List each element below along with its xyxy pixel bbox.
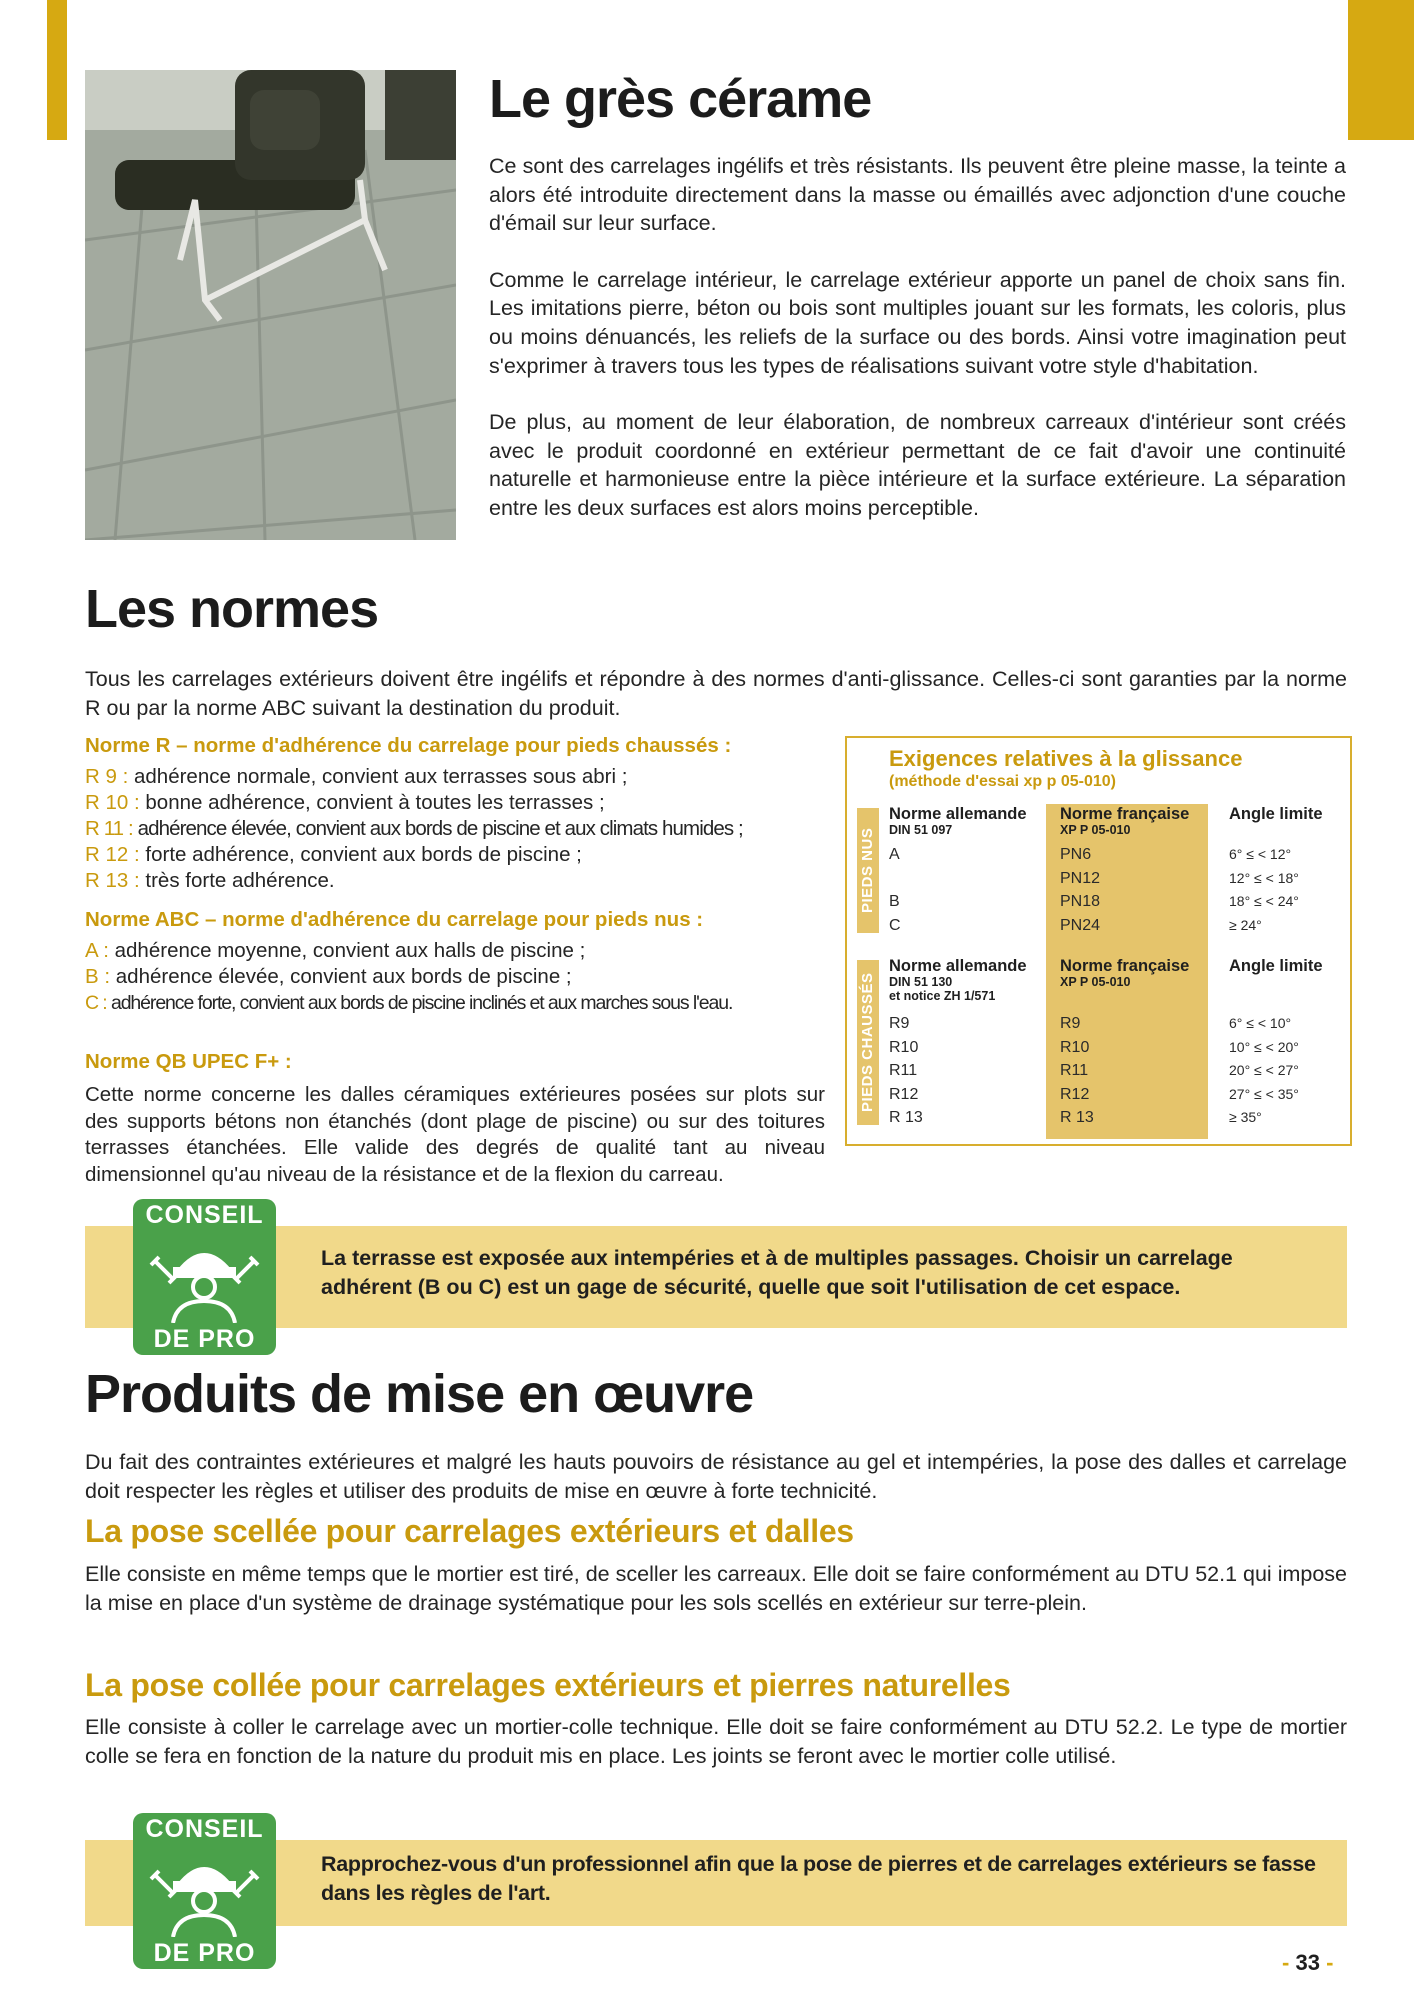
gres-paragraph-1: Ce sont des carrelages ingélifs et très résistants. Ils peuvent être pleine masse, la teinte a alors été introduite directement dans la masse ou émaillés avec adjonction d'une couche d'émail sur leur surface. (489, 154, 1346, 236)
conseil-badge-2 (133, 1813, 276, 1969)
table-cell: R 13 (1060, 1109, 1094, 1126)
table-cell: 18° ≤ < 24° (1229, 893, 1299, 909)
table-cell: 12° ≤ < 18° (1229, 869, 1299, 886)
table-cell: PN12 (1060, 869, 1101, 887)
glissance-table (845, 736, 1352, 1146)
table-cell: C (889, 916, 901, 934)
table-cell: 27° ≤ < 35° (1229, 1085, 1299, 1102)
section-title-normes: Les normes (85, 579, 379, 639)
conseil-text-1: La terrasse est exposée aux intempéries et à de multiples passages. Choisir un carrelage adhérent (B ou C) est un gage de sécurité, quelle que soit l'utilisation de cet espace. (321, 1246, 1233, 1299)
norme-abc-item: B : adhérence élevée, convient aux bords de piscine ; (85, 965, 572, 988)
table-cell: A (889, 846, 900, 863)
normes-intro: Tous les carrelages extérieurs doivent être ingélifs et répondre à des normes d'anti-glissance. Celles-ci sont garanties par la norme R ou par la norme ABC suivant la destination du produit. (85, 667, 1347, 720)
table-cell (889, 867, 901, 891)
table-title: Exigences relatives à la glissance (889, 746, 1243, 771)
produits-intro: Du fait des contraintes extérieures et malgré les hauts pouvoirs de résistance au gel et intempéries, la pose des dalles et carrelage doit respecter les règles et utiliser des produits de mise en œuvre à forte technicité. (85, 1450, 1347, 1503)
table-cell: B (889, 893, 900, 910)
subsection-title-pose-collee: La pose collée pour carrelages extérieurs et pierres naturelles (85, 1667, 1011, 1703)
worker-icon (133, 1231, 276, 1323)
pn-col-francaise (1060, 843, 1100, 937)
norme-abc-item: C : adhérence forte, convient aux bords de piscine inclinés et aux marches sous l'eau. (85, 992, 733, 1014)
table-cell: R10 (1060, 1038, 1090, 1056)
pn-header-allemande: Norme allemande DIN 51 097 (889, 805, 1027, 837)
table-cell: R 13 (889, 1109, 923, 1126)
gres-paragraph-2: Comme le carrelage intérieur, le carrelage extérieur apporte un panel de choix sans fin. Les imitations pierre, béton ou bois sont multiples jouant sur les formats, les coloris, plus ou moins dénuancés, les reliefs de la surface ou des bords. Ainsi votre imagination peut s'exprimer à travers tous les types de réalisations suivant votre style d'habitation. (489, 267, 1346, 378)
norme-r-item: R 12 : forte adhérence, convient aux bords de piscine ; (85, 843, 582, 866)
table-cell: 20° ≤ < 27° (1229, 1062, 1299, 1078)
pn-header-francaise: Norme française XP P 05-010 (1060, 805, 1190, 837)
normes-left-column (85, 732, 825, 1188)
table-cell: ≥ 35° (1229, 1109, 1262, 1125)
table-subtitle: (méthode d'essai xp p 05-010) (889, 773, 1116, 790)
pc-col-francaise (1060, 1012, 1094, 1130)
pieds-nus-label: PIEDS NUS (857, 808, 879, 933)
pc-col-angle (1229, 1012, 1299, 1130)
norme-abc-item: A : adhérence moyenne, convient aux halls de piscine ; (85, 939, 586, 962)
terrace-photo (85, 70, 456, 540)
table-cell: ≥ 24° (1229, 916, 1262, 933)
table-cell: 6° ≤ < 12° (1229, 846, 1292, 862)
gres-paragraph-3: De plus, au moment de leur élaboration, de nombreux carreaux d'intérieur sont créés avec le produit coordonné en extérieur permettant de ce fait d'avoir une continuité naturelle et harmonieuse entre la pièce intérieure et la surface extérieure. La séparation entre les deux surfaces est alors moins perceptible. (489, 410, 1346, 520)
table-cell: 10° ≤ < 20° (1229, 1038, 1299, 1055)
pc-header-angle: Angle limite (1229, 957, 1323, 975)
conseil-text-2: Rapprochez-vous d'un professionnel afin que la pose de pierres et de carrelages extérieurs se fasse dans les règles de l'art. (321, 1852, 1316, 1905)
table-cell: R11 (889, 1062, 918, 1079)
table-cell: R12 (1060, 1085, 1090, 1103)
section-title-produits: Produits de mise en œuvre (85, 1364, 754, 1424)
pn-header-angle: Angle limite (1229, 805, 1323, 823)
subsection-title-pose-scellee: La pose scellée pour carrelages extérieurs et dalles (85, 1513, 854, 1549)
norme-qb-title: Norme QB UPEC F+ : (85, 1050, 292, 1073)
pc-header-francaise: Norme française XP P 05-010 (1060, 957, 1190, 989)
conseil-badge-1 (133, 1199, 276, 1355)
norme-r-item: R 9 : adhérence normale, convient aux terrasses sous abri ; (85, 765, 628, 788)
badge-bottom-label: DE PRO (133, 1937, 276, 1969)
badge-top-label: CONSEIL (133, 1199, 276, 1231)
table-cell: 6° ≤ < 10° (1229, 1015, 1292, 1031)
table-cell: R11 (1060, 1062, 1089, 1079)
table-cell: R9 (1060, 1015, 1081, 1032)
pose-collee-text: Elle consiste à coller le carrelage avec un mortier-colle technique. Elle doit se faire conformément au DTU 52.2. Le type de mortier colle se fera en fonction de la nature du produit mis en place. Les joints se feront avec le mortier colle utilisé. (85, 1715, 1347, 1768)
norme-r-item: R 13 : très forte adhérence. (85, 869, 335, 892)
pc-header-allemande: Norme allemande DIN 51 130 et notice ZH 1/571 (889, 957, 1027, 1003)
pc-col-allemande (889, 1012, 923, 1130)
table-cell: R9 (889, 1015, 910, 1032)
table-cell: R10 (889, 1038, 919, 1056)
norme-r-title: Norme R – norme d'adhérence du carrelage pour pieds chaussés : (85, 734, 732, 757)
page-number: - 33 - (1282, 1950, 1334, 1975)
gres-text (489, 152, 1346, 523)
norme-r-item: R 10 : bonne adhérence, convient à toutes les terrasses ; (85, 791, 605, 814)
norme-qb-text: Cette norme concerne les dalles céramiques extérieures posées sur plots sur des supports bétons non étanchés (dont plage de piscine) ou sur des toitures terrasses étanchées. Elle valide des degrés de qualité tant au niveau dimensionnel qu'au niveau de la résistance et de la flexion du carreau. (85, 1083, 825, 1186)
top-right-accent-bar (1348, 0, 1414, 140)
pose-scellee-text: Elle consiste en même temps que le mortier est tiré, de sceller les carreaux. Elle doit se faire conformément au DTU 52.1 qui impose la mise en place d'un système de drainage systématique pour les sols scellés en extérieur sur terre-plein. (85, 1562, 1347, 1615)
table-cell: R12 (889, 1085, 919, 1103)
pn-col-allemande (889, 843, 901, 937)
top-left-accent-bar (47, 0, 67, 140)
pieds-chausses-label: PIEDS CHAUSSÉS (857, 960, 879, 1125)
table-cell: PN6 (1060, 846, 1092, 863)
pn-col-angle (1229, 843, 1299, 937)
badge-top-label: CONSEIL (133, 1813, 276, 1845)
section-title-gres: Le grès cérame (489, 69, 872, 129)
table-cell: PN18 (1060, 893, 1101, 910)
worker-icon (133, 1845, 276, 1937)
table-cell: PN24 (1060, 916, 1101, 934)
norme-abc-title: Norme ABC – norme d'adhérence du carrelage pour pieds nus : (85, 908, 704, 931)
badge-bottom-label: DE PRO (133, 1323, 276, 1355)
norme-r-item: R 11 : adhérence élevée, convient aux bords de piscine et aux climats humides ; (85, 817, 743, 840)
